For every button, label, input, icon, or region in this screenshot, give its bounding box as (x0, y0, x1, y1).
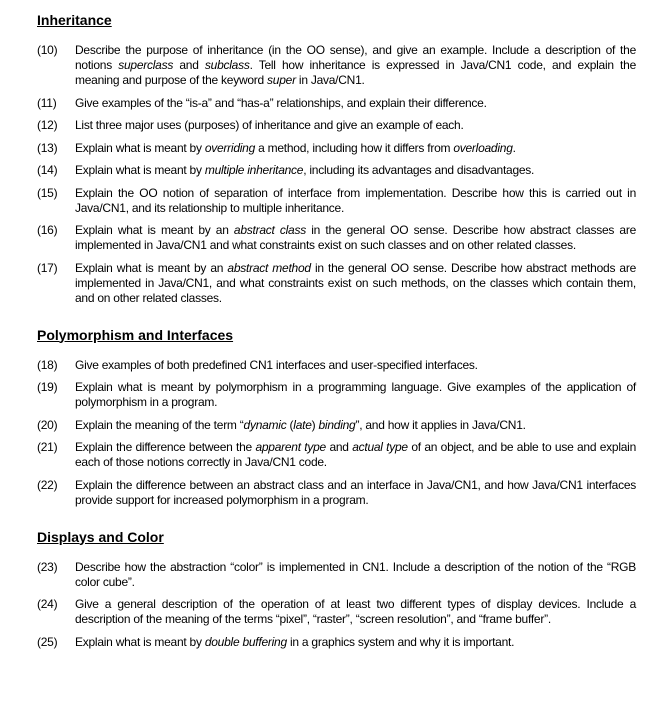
text-run: ) (311, 417, 319, 432)
text-run: Explain what is meant by an (75, 223, 234, 237)
section-inheritance (37, 11, 636, 306)
emphasized-term: double buffering (204, 634, 287, 649)
section-polymorphism-and-interfaces (37, 326, 636, 508)
text-run: in a graphics system and why it is important. (286, 634, 515, 649)
text-run: in the general OO sense. Describe how abstract classes are implemented in Java/CN1 and what constraints exist on such classes and on other related classes. (75, 223, 637, 252)
question-number: (13) (37, 140, 58, 155)
question-number: (14) (37, 163, 58, 177)
text-run: Explain what is meant by (75, 140, 205, 155)
question-text (75, 96, 636, 111)
question-text (75, 186, 636, 216)
question-item (37, 560, 636, 590)
question-text (75, 43, 636, 88)
question-number: (11) (37, 95, 57, 110)
question-text (75, 163, 636, 178)
question-item (37, 261, 636, 306)
text-run: of an object, and be able to use and explain each of those notions correctly in Java/CN1 code. (75, 440, 637, 469)
text-run: and (173, 58, 205, 72)
emphasized-term: overloading (453, 140, 513, 155)
question-number: (18) (37, 357, 58, 372)
question-number: (17) (37, 260, 58, 275)
question-item (37, 635, 636, 650)
text-run: Explain what is meant by an (75, 260, 228, 275)
text-run: Explain what is meant by polymorphism in a programming language. Give examples of the application of polymorphism in a program. (75, 380, 636, 409)
text-run: Explain the meaning of the term “ (75, 417, 244, 432)
emphasized-term: actual type (352, 440, 408, 454)
question-text (75, 440, 636, 470)
question-item (37, 380, 636, 410)
question-text (75, 261, 636, 306)
question-text (75, 223, 636, 253)
question-number: (21) (37, 440, 58, 454)
emphasized-term: binding (318, 417, 356, 432)
text-run: Give examples of the “is-a” and “has-a” relationships, and explain their difference. (75, 95, 487, 110)
question-number: (23) (37, 559, 58, 574)
question-number: (12) (37, 118, 58, 132)
emphasized-term: late (293, 417, 312, 432)
question-item (37, 186, 636, 216)
section-heading: Inheritance (37, 12, 112, 28)
text-run: a method, including how it differs from (255, 140, 454, 155)
question-number: (16) (37, 223, 58, 237)
emphasized-term: abstract method (227, 260, 311, 275)
question-item (37, 223, 636, 253)
question-item (37, 478, 636, 508)
text-run: . Tell how inheritance is expressed in Java/CN1 code, and explain the meaning and purpose of the keyword (75, 58, 636, 87)
question-item (37, 141, 636, 156)
emphasized-term: overriding (204, 140, 256, 155)
question-text (75, 597, 636, 627)
question-text (75, 141, 636, 156)
question-text (75, 358, 636, 373)
text-run: in the general OO sense. Describe how abstract methods are implemented in Java/CN1, and what constraints exist on such methods, on the classes which contain them, and on other related classes. (75, 260, 636, 305)
text-run: List three major uses (purposes) of inheritance and give an example of each. (75, 118, 464, 132)
emphasized-term: multiple inheritance (204, 163, 304, 177)
question-text (75, 380, 636, 410)
text-run: Describe the purpose of inheritance (in the OO sense), and give an example. Include a description of the notions (75, 43, 636, 72)
question-number: (20) (37, 417, 58, 432)
section-heading: Displays and Color (37, 528, 164, 545)
question-number: (10) (37, 43, 58, 57)
text-run: Explain the OO notion of separation of interface from implementation. Describe how this is carried out in Java/CN1, and its relationship to multiple inheritance. (75, 185, 636, 215)
emphasized-term: apparent type (255, 440, 326, 454)
text-run: in Java/CN1. (295, 73, 365, 87)
question-text (75, 118, 636, 133)
text-run: , including its advantages and disadvantages. (303, 163, 535, 177)
emphasized-term: dynamic (243, 417, 287, 432)
question-item (37, 118, 636, 133)
emphasized-term: abstract class (233, 223, 306, 237)
question-text (75, 635, 636, 650)
question-item (37, 597, 636, 627)
question-number: (24) (37, 597, 58, 611)
text-run: Explain the difference between the (75, 440, 256, 454)
question-text (75, 560, 636, 590)
section-heading: Polymorphism and Interfaces (37, 326, 234, 343)
question-number: (22) (37, 477, 58, 492)
question-item (37, 163, 636, 178)
question-number: (15) (37, 185, 58, 200)
text-run: Give examples of both predefined CN1 interfaces and user-specified interfaces. (75, 357, 478, 372)
question-item (37, 43, 636, 88)
question-item (37, 418, 636, 433)
question-item (37, 358, 636, 373)
emphasized-term: superclass (118, 58, 174, 72)
text-run: ”, and how it applies in Java/CN1. (355, 417, 526, 432)
text-run: and (325, 440, 353, 454)
question-text (75, 478, 636, 508)
text-run: Explain the difference between an abstract class and an interface in Java/CN1, and how Java/CN1 interfaces provide support for increased polymorphism in a program. (75, 477, 636, 507)
question-item (37, 96, 636, 111)
question-text (75, 418, 636, 433)
question-item (37, 440, 636, 470)
text-run: Describe how the abstraction “color” is implemented in CN1. Include a description of the notion of the “RGB color cube”. (75, 559, 636, 589)
text-run: Explain what is meant by (75, 634, 205, 649)
text-run: . (512, 140, 516, 155)
question-number: (19) (37, 380, 58, 394)
text-run: Explain what is meant by (75, 163, 205, 177)
section-displays-and-color (37, 528, 636, 650)
text-run: ( (286, 417, 294, 432)
text-run: Give a general description of the operation of at least two different types of display devices. Include a description of the meaning of the terms “pixel”, “raster”, “screen resolution”, and “frame buffer”. (75, 597, 636, 626)
emphasized-term: subclass (204, 58, 250, 72)
question-number: (25) (37, 634, 58, 649)
emphasized-term: super (267, 73, 296, 87)
